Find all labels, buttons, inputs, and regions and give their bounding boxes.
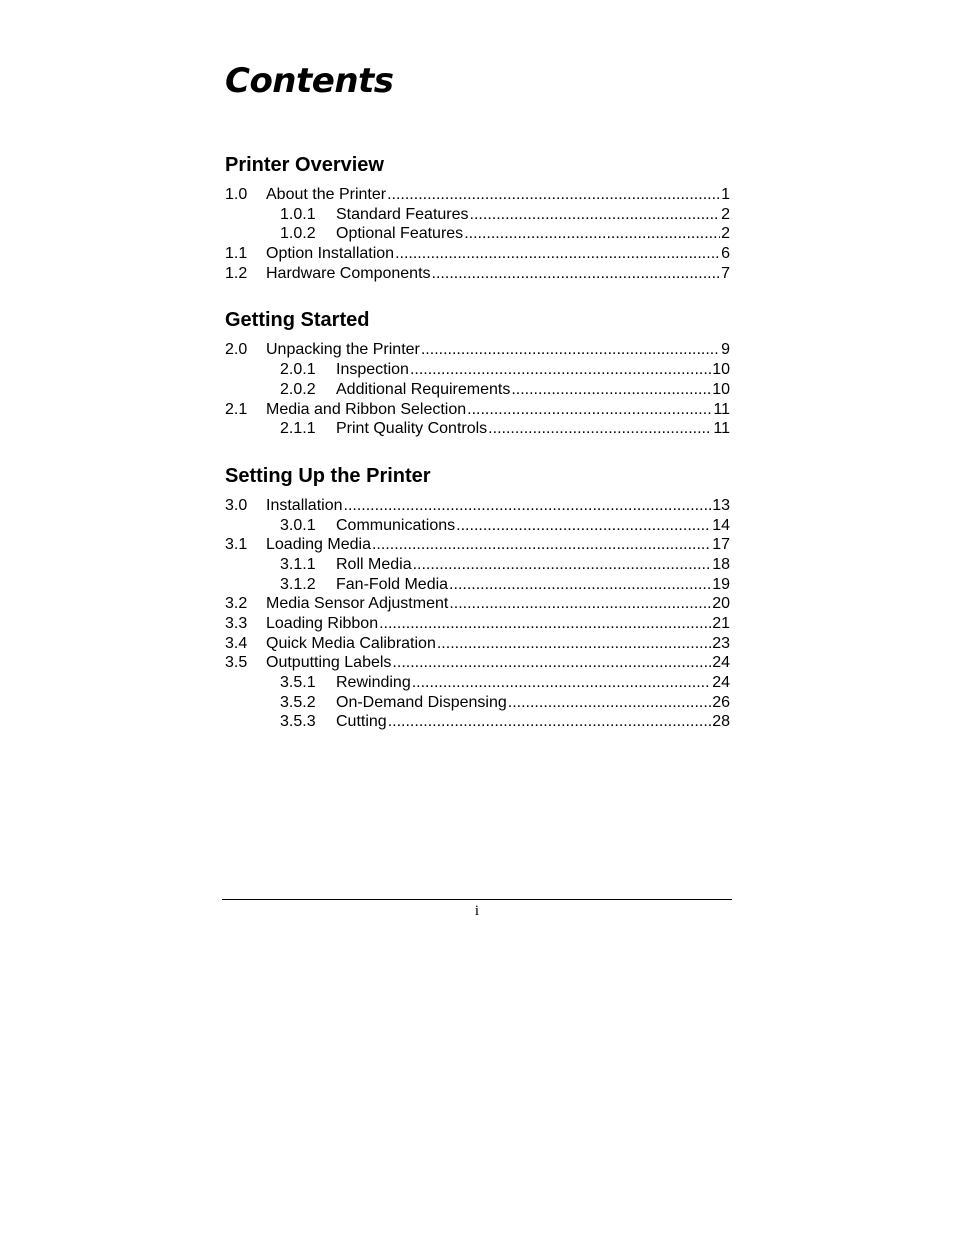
toc-entry-label: Hardware Components	[266, 264, 431, 282]
toc-entry-number: 3.5	[225, 654, 248, 672]
toc-entry-number: 2.0.1	[280, 361, 316, 379]
toc-entry-label: Cutting	[336, 713, 387, 731]
toc-entry[interactable]	[225, 712, 730, 732]
dot-leader	[372, 535, 711, 555]
dot-leader	[388, 712, 712, 732]
dot-leader	[392, 653, 711, 673]
toc-entry-number: 2.1.1	[280, 420, 316, 438]
toc-entry-page-number: 23	[712, 634, 730, 652]
toc-entry-number: 3.0.1	[280, 516, 316, 534]
dot-leader	[413, 555, 712, 575]
toc-entry-list	[225, 496, 730, 732]
toc-entry-page-number: 2	[721, 205, 730, 223]
toc-entry-page-number: 26	[712, 693, 730, 711]
toc-entry-label: Media Sensor Adjustment	[266, 595, 449, 613]
toc-entry-label: Roll Media	[336, 555, 412, 573]
toc-entry-number: 3.3	[225, 615, 248, 632]
dot-leader	[437, 634, 711, 654]
table-of-contents	[225, 150, 730, 732]
toc-entry-number: 3.0	[225, 496, 248, 514]
dot-leader	[387, 185, 720, 205]
toc-entry-label: Unpacking the Printer	[266, 341, 420, 359]
toc-entry-page-number: 13	[712, 496, 730, 514]
dot-leader	[488, 419, 712, 439]
toc-entry-number: 1.0.2	[280, 225, 316, 243]
toc-entry-page-number: 6	[721, 245, 730, 263]
dot-leader	[449, 575, 711, 595]
toc-section	[225, 305, 730, 438]
toc-entry-label: Optional Features	[336, 225, 464, 243]
toc-entry-label: Communications	[336, 516, 456, 534]
toc-entry[interactable]	[225, 693, 730, 713]
dot-leader	[449, 594, 711, 614]
dot-leader	[432, 264, 721, 284]
toc-entry-number: 3.1.1	[280, 555, 316, 573]
toc-entry-label: Installation	[266, 496, 343, 514]
toc-entry-label: Print Quality Controls	[336, 420, 488, 438]
toc-entry-number: 2.0	[225, 341, 248, 359]
toc-entry-number: 1.2	[225, 264, 248, 282]
dot-leader	[456, 516, 711, 536]
dot-leader	[412, 673, 711, 693]
toc-entry-page-number: 17	[712, 536, 730, 554]
toc-entry[interactable]	[225, 594, 730, 614]
toc-section	[225, 150, 730, 283]
toc-entry-page-number: 11	[713, 400, 730, 418]
toc-entry[interactable]	[225, 340, 730, 360]
toc-entry-page-number: 10	[712, 361, 730, 379]
dot-leader	[464, 224, 720, 244]
toc-entry-label: Additional Requirements	[336, 380, 511, 398]
toc-entry[interactable]	[225, 380, 730, 400]
toc-entry-page-number: 7	[721, 264, 730, 282]
toc-entry-label: About the Printer	[266, 186, 387, 203]
toc-entry[interactable]	[225, 185, 730, 205]
dot-leader	[379, 614, 711, 634]
toc-entry-label: Inspection	[336, 361, 409, 379]
toc-entry-label: Fan-Fold Media	[336, 575, 449, 593]
toc-entry-page-number: 2	[721, 225, 730, 243]
dot-leader	[344, 496, 712, 516]
toc-entry-number: 1.0	[225, 186, 248, 203]
dot-leader	[511, 380, 711, 400]
toc-entry-label: On-Demand Dispensing	[336, 693, 507, 711]
toc-entry-label: Media and Ribbon Selection	[266, 400, 467, 418]
toc-entry-page-number: 9	[721, 341, 730, 359]
toc-entry-page-number: 21	[712, 615, 730, 632]
toc-entry-label: Standard Features	[336, 205, 469, 223]
footer-divider	[222, 899, 732, 900]
dot-leader	[508, 693, 711, 713]
toc-entry-number: 2.0.2	[280, 380, 316, 398]
toc-entry-page-number: 18	[712, 555, 730, 573]
toc-entry-page-number: 19	[712, 575, 730, 593]
dot-leader	[421, 340, 720, 360]
toc-entry-page-number: 24	[712, 654, 730, 672]
toc-entry-label: Outputting Labels	[266, 654, 392, 672]
toc-entry[interactable]	[225, 535, 730, 555]
toc-entry-page-number: 28	[712, 713, 730, 731]
toc-entry-label: Rewinding	[336, 674, 411, 692]
section-title: Printer Overview	[225, 154, 384, 176]
toc-entry-page-number: 1	[721, 186, 730, 203]
toc-entry-label: Option Installation	[266, 245, 395, 263]
toc-entry-list	[225, 340, 730, 438]
dot-leader	[410, 360, 711, 380]
toc-entry[interactable]	[225, 634, 730, 654]
toc-entry-label: Quick Media Calibration	[266, 634, 436, 652]
toc-entry[interactable]	[225, 400, 730, 420]
footer-page-number: i	[474, 903, 480, 919]
toc-entry[interactable]	[225, 575, 730, 595]
toc-entry[interactable]	[225, 516, 730, 536]
toc-entry[interactable]	[225, 360, 730, 380]
toc-entry-label: Loading Media	[266, 536, 371, 554]
toc-entry[interactable]	[225, 419, 730, 439]
toc-entry-number: 3.5.1	[280, 674, 316, 692]
toc-entry[interactable]	[225, 264, 730, 284]
toc-entry-number: 3.1.2	[280, 575, 316, 593]
toc-entry[interactable]	[225, 653, 730, 673]
toc-entry[interactable]	[225, 555, 730, 575]
toc-entry-number: 3.2	[225, 595, 248, 613]
toc-entry[interactable]	[225, 224, 730, 244]
toc-entry-page-number: 20	[712, 595, 730, 613]
dot-leader	[467, 400, 712, 420]
toc-entry-list	[225, 185, 730, 283]
toc-entry-page-number: 11	[713, 420, 730, 438]
toc-entry[interactable]	[225, 673, 730, 693]
toc-entry-number: 1.1	[225, 245, 248, 263]
toc-entry-number: 3.4	[225, 634, 248, 652]
toc-entry[interactable]	[225, 614, 730, 634]
section-title: Getting Started	[225, 309, 370, 332]
toc-entry-page-number: 14	[712, 516, 730, 534]
toc-entry-page-number: 10	[712, 380, 730, 398]
toc-section	[225, 461, 730, 732]
dot-leader	[395, 244, 720, 264]
toc-entry-number: 1.0.1	[280, 205, 316, 223]
section-title: Setting Up the Printer	[225, 464, 431, 487]
toc-entry[interactable]	[225, 205, 730, 225]
page-title: Contents	[225, 61, 394, 101]
toc-entry[interactable]	[225, 244, 730, 264]
toc-entry[interactable]	[225, 496, 730, 516]
dot-leader	[470, 205, 721, 225]
toc-entry-number: 3.5.2	[280, 693, 316, 711]
toc-entry-number: 3.5.3	[280, 713, 316, 731]
toc-entry-number: 2.1	[225, 400, 248, 418]
toc-entry-page-number: 24	[712, 674, 730, 692]
toc-entry-number: 3.1	[225, 536, 248, 554]
toc-entry-label: Loading Ribbon	[266, 615, 379, 632]
